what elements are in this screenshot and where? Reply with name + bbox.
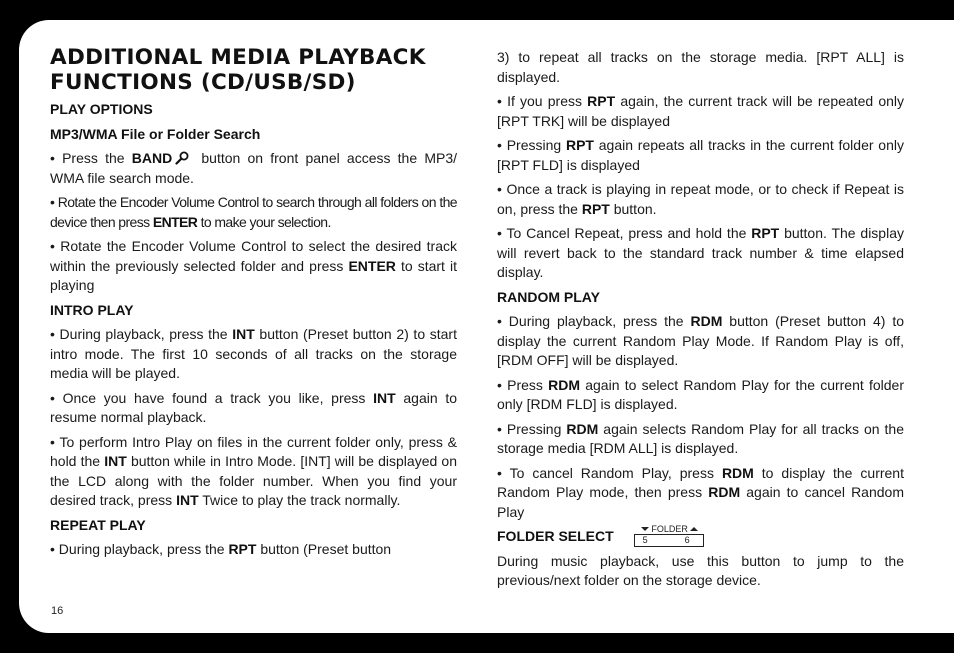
mp3-paragraph-3: • Rotate the Encoder Volume Control to select the desired track within the previously selected folder and press ENTER to start it playing xyxy=(50,238,457,293)
manual-page xyxy=(19,20,954,633)
random-paragraph-1: • During playback, press the RDM button (Preset button 4) to display the current Random Play Mode. If Random Play is off, [RDM OFF] will be displayed. xyxy=(497,313,904,368)
play-options-heading: PLAY OPTIONS xyxy=(50,101,153,117)
intro-paragraph-2: • Once you have found a track you like, press INT again to resume normal playback. xyxy=(50,389,457,425)
folder-select-heading: FOLDER SELECT xyxy=(497,528,614,544)
random-paragraph-2: • Press RDM again to select Random Play for the current folder only [RDM FLD] is displayed. xyxy=(497,376,904,412)
page-number: 16 xyxy=(51,605,64,617)
folder-down-arrow-icon xyxy=(641,527,649,531)
random-paragraph-4: • To cancel Random Play, press RDM to display the current Random Play mode, then press RDM again to cancel Random Play xyxy=(497,464,904,520)
repeat-play-heading: REPEAT PLAY xyxy=(50,516,146,533)
folder-up-arrow-icon xyxy=(690,527,698,531)
mp3-paragraph-2: • Rotate the Encoder Volume Control to search through all folders on the device then press ENTER to make your selection. xyxy=(50,194,457,230)
repeat-paragraph-4: • Once a track is playing in repeat mode, or to check if Repeat is on, press the RPT button. xyxy=(497,181,904,217)
folder-label: FOLDER xyxy=(651,523,688,534)
left-column xyxy=(50,20,457,560)
intro-play-heading: INTRO PLAY xyxy=(50,301,134,318)
intro-paragraph-3: • To perform Intro Play on files in the current folder only, press & hold the INT button while in Intro Mode. [INT] will be displayed on the LCD along with the folder number. When you find your desired track, press INT Twice to play the track normally. xyxy=(50,433,457,508)
folder-buttons-outline xyxy=(634,534,704,547)
random-paragraph-3: • Pressing RDM again selects Random Play for all tracks on the storage media [RDM ALL] is displayed. xyxy=(497,420,905,456)
folder-button-5: 5 xyxy=(642,535,648,545)
folder-button-diagram xyxy=(634,523,706,547)
folder-select-row xyxy=(497,523,904,547)
mp3-paragraph-1: • Press the BAND button on front panel access the MP3/ WMA file search mode. xyxy=(50,150,458,186)
repeat-paragraph-3: • Pressing RPT again repeats all tracks in the current folder only [RPT FLD] is displayed xyxy=(497,137,904,173)
search-icon xyxy=(174,151,190,165)
repeat-paragraph-1: • During playback, press the RPT button (Preset button xyxy=(50,541,392,557)
mp3-search-heading: MP3/WMA File or Folder Search xyxy=(50,125,261,142)
repeat-paragraph-5: • To Cancel Repeat, press and hold the RPT button. The display will revert back to the standard track number & time elapsed display. xyxy=(497,225,904,280)
repeat-paragraph-1-continued: 3) to repeat all tracks on the storage media. [RPT ALL] is displayed. xyxy=(497,49,904,85)
folder-button-6: 6 xyxy=(684,535,690,545)
right-column xyxy=(497,48,904,591)
page-title: ADDITIONAL MEDIA PLAYBACK FUNCTIONS (CD/USB/SD) xyxy=(50,45,426,95)
random-play-heading: RANDOM PLAY xyxy=(497,288,600,305)
repeat-paragraph-2: • If you press RPT again, the current track will be repeated only [RPT TRK] will be displayed xyxy=(497,93,904,129)
folder-paragraph: During music playback, use this button to jump to the previous/next folder on the storage device. xyxy=(497,552,904,588)
intro-paragraph-1: • During playback, press the INT button (Preset button 2) to start intro mode. The first 10 seconds of all tracks on the storage media will be played. xyxy=(50,326,457,381)
